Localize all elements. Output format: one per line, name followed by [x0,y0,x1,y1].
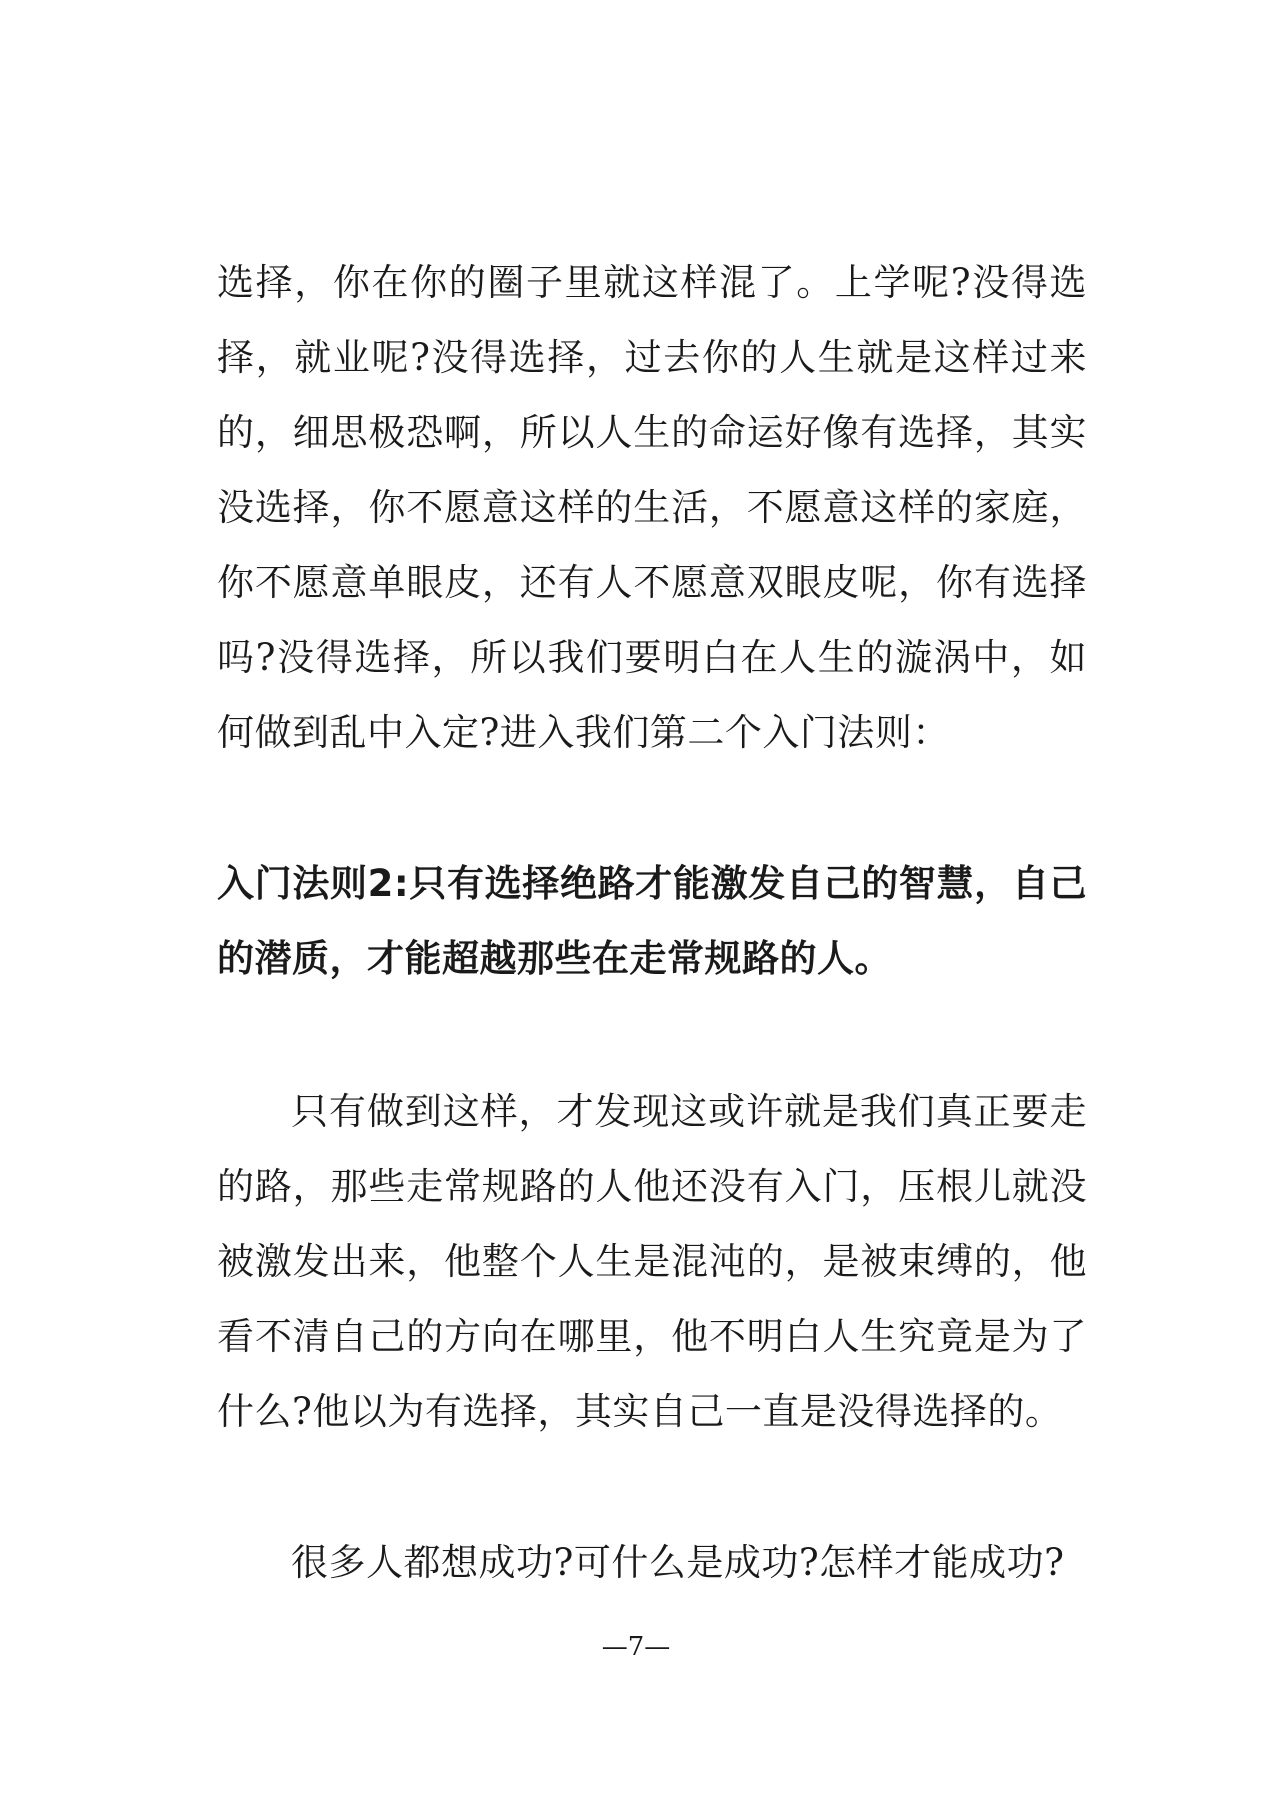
body-text [217,245,1087,1600]
rule-heading: 入门法则2:只有选择绝路才能激发自己的智慧，自己的潜质，才能超越那些在走常规路的人。 [217,862,1087,980]
page-number: —7— [601,1632,671,1662]
paragraph-1: 选择，你在你的圈子里就这样混了。上学呢?没得选择，就业呢?没得选择，过去你的人生就是这样过来的，细思极恐啊，所以人生的命运好像有选择，其实没选择，你不愿意这样的生活，不愿意这样的家庭，你不愿意单眼皮，还有人不愿意双眼皮呢，你有选择吗?没得选择，所以我们要明白在人生的漩涡中，如何做到乱中入定?进入我们第二个入门法则： [217,261,1087,754]
paragraph-2: 只有做到这样，才发现这或许就是我们真正要走的路，那些走常规路的人他还没有入门，压根儿就没被激发出来，他整个人生是混沌的，是被束缚的，他看不清自己的方向在哪里，他不明白人生究竟是为了什么?他以为有选择，其实自己一直是没得选择的。 [217,1090,1087,1433]
paragraph-3: 很多人都想成功?可什么是成功?怎样才能成功? [291,1541,1065,1584]
